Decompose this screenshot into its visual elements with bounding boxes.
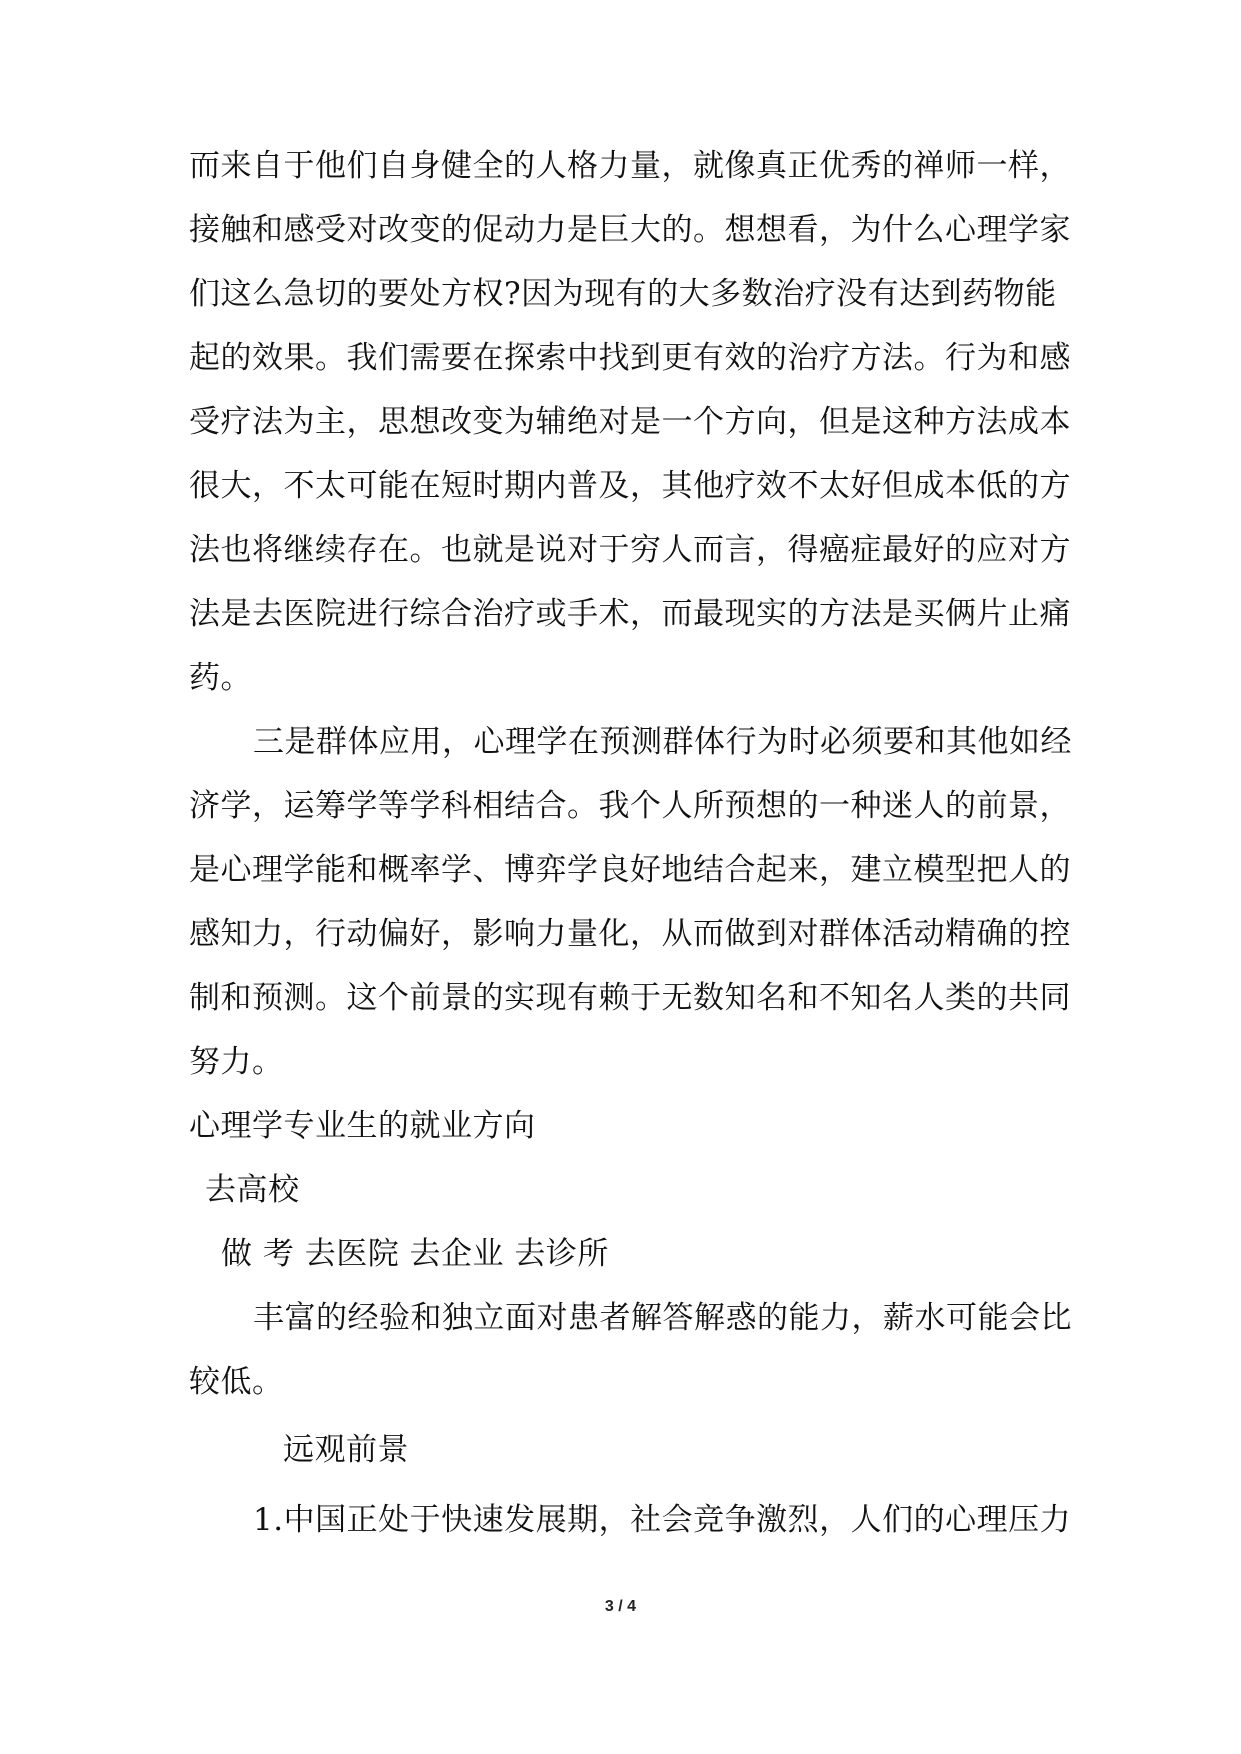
paragraph-line: 接触和感受对改变的促动力是巨大的。想想看，为什么心理学家 <box>189 212 1071 248</box>
paragraph-line: 们这么急切的要处方权?因为现有的大多数治疗没有达到药物能 <box>189 276 1057 312</box>
paragraph-line: 三是群体应用，心理学在预测群体行为时必须要和其他如经 <box>253 724 1072 760</box>
list-item: 做 考 去医院 去企业 去诊所 <box>221 1236 609 1272</box>
paragraph-line: 济学，运筹学等学科相结合。我个人所预想的一种迷人的前景， <box>189 788 1071 824</box>
paragraph-line: 法也将继续存在。也就是说对于穷人而言，得癌症最好的应对方 <box>189 532 1071 568</box>
paragraph-line: 是心理学能和概率学、博弈学良好地结合起来，建立模型把人的 <box>189 852 1071 888</box>
paragraph-line: 而来自于他们自身健全的人格力量，就像真正优秀的禅师一样， <box>189 148 1071 184</box>
page-number: 3 / 4 <box>604 1598 637 1615</box>
paragraph-line: 起的效果。我们需要在探索中找到更有效的治疗方法。行为和感 <box>189 340 1071 376</box>
paragraph-line: 丰富的经验和独立面对患者解答解惑的能力，薪水可能会比 <box>253 1300 1072 1336</box>
paragraph-line: 受疗法为主，思想改变为辅绝对是一个方向，但是这种方法成本 <box>189 404 1071 440</box>
paragraph-line: 感知力，行动偏好，影响力量化，从而做到对群体活动精确的控 <box>189 916 1071 952</box>
paragraph-line: 药。 <box>189 660 252 696</box>
list-item: 去高校 <box>205 1172 300 1208</box>
paragraph-line: 制和预测。这个前景的实现有赖于无数知名和不知名人类的共同 <box>189 980 1071 1016</box>
paragraph-line: 努力。 <box>189 1044 284 1080</box>
list-item: 1.中国正处于快速发展期，社会竞争激烈，人们的心理压力 <box>253 1502 1072 1538</box>
section-heading: 心理学专业生的就业方向 <box>189 1108 536 1144</box>
subheading: 远观前景 <box>283 1432 409 1468</box>
paragraph-line: 较低。 <box>189 1364 284 1400</box>
paragraph-line: 法是去医院进行综合治疗或手术，而最现实的方法是买俩片止痛 <box>189 596 1071 632</box>
paragraph-line: 很大，不太可能在短时期内普及，其他疗效不太好但成本低的方 <box>189 468 1071 504</box>
